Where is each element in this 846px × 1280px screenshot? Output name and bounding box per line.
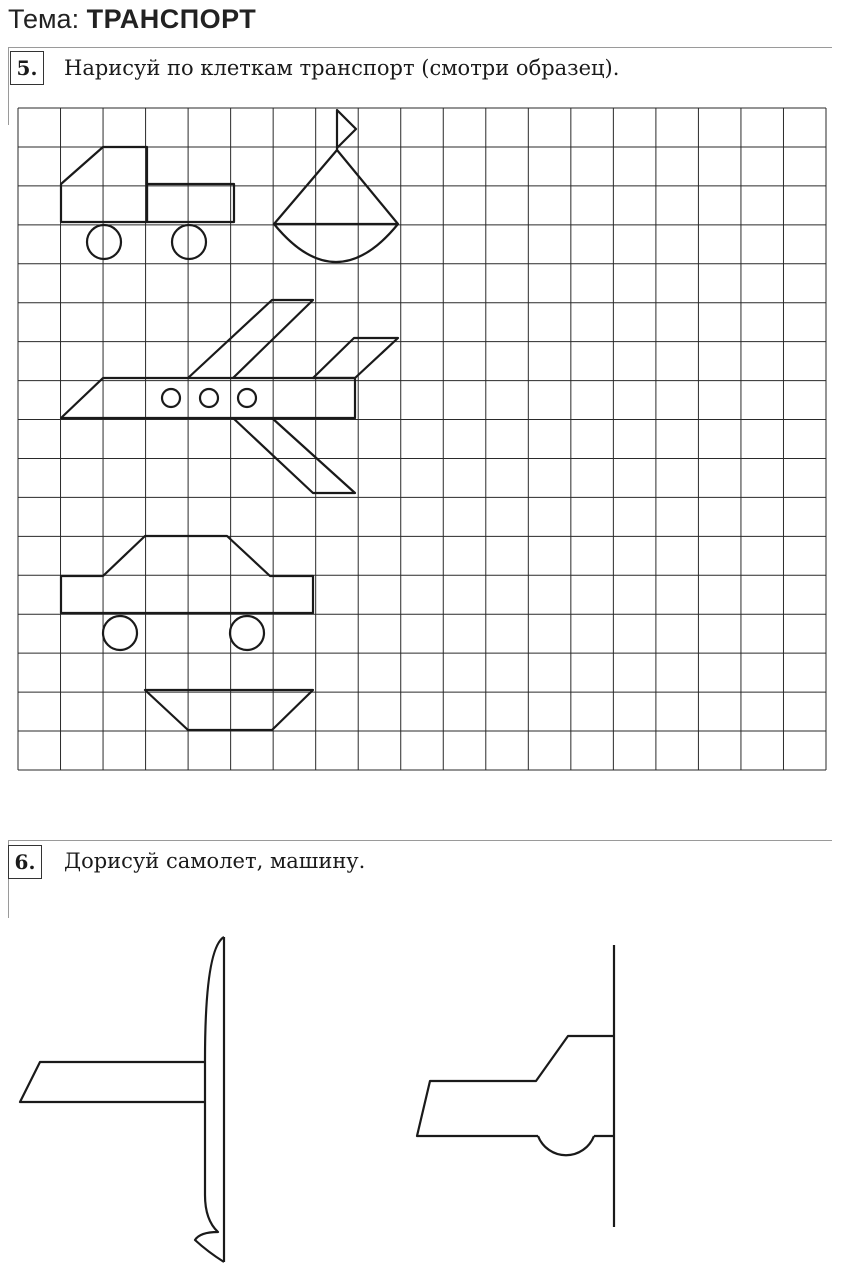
task5-instruction: Нарисуй по клеткам транспорт (смотри образец).: [64, 56, 620, 80]
grid-paper: [18, 108, 826, 770]
task6-number: 6.: [8, 845, 42, 879]
half-airplane-icon: [20, 937, 224, 1262]
boat-icon: [145, 690, 313, 730]
airplane-icon: [61, 300, 398, 493]
truck-icon: [61, 147, 234, 259]
half-car-icon: [417, 945, 614, 1227]
topic-label: Тема:: [8, 4, 80, 34]
car-icon: [61, 536, 313, 650]
topic-name: ТРАНСПОРТ: [86, 4, 257, 34]
task6-instruction: Дорисуй самолет, машину.: [64, 849, 366, 873]
task5-number: 5.: [10, 51, 44, 85]
